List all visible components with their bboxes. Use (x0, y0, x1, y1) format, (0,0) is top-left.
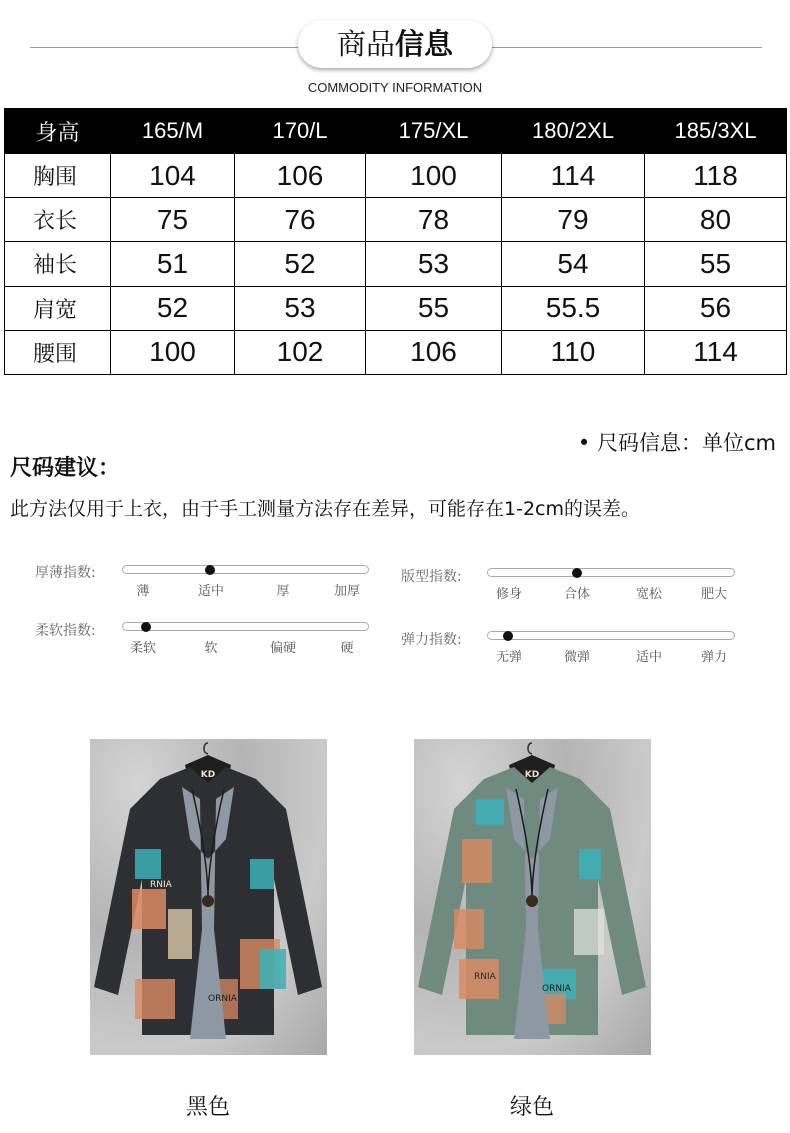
table-cell: 52 (111, 286, 235, 330)
fit-index-track (487, 568, 735, 577)
thickness-index-marker (205, 565, 215, 575)
print-text-bottom: ORNIA (542, 984, 571, 994)
size-table (4, 108, 787, 375)
table-cell: 106 (366, 330, 502, 374)
table-header-cell: 身高 (5, 109, 111, 154)
elasticity-index-marker (503, 631, 513, 641)
hanger-tag-text: KD (524, 770, 540, 780)
fit-option: 宽松 (635, 587, 663, 602)
table-cell: 100 (111, 330, 235, 374)
thickness-option: 适中 (197, 584, 225, 599)
page-subtitle: COMMODITY INFORMATION (307, 80, 483, 95)
row-label: 肩宽 (5, 286, 111, 330)
print-text-top: RNIA (474, 972, 496, 982)
table-row (5, 198, 787, 242)
shirt-illustration (90, 739, 327, 1055)
print-text-bottom: ORNIA (208, 994, 237, 1004)
table-header-cell: 180/2XL (502, 109, 645, 154)
table-row (5, 154, 787, 198)
table-header-row (5, 109, 787, 154)
table-cell: 114 (502, 154, 645, 198)
table-cell: 110 (502, 330, 645, 374)
table-cell: 55.5 (502, 286, 645, 330)
table-row (5, 330, 787, 374)
thickness-option: 厚 (276, 584, 290, 599)
table-cell: 118 (645, 154, 787, 198)
row-label: 袖长 (5, 242, 111, 286)
unit-note: • 尺码信息：单位cm (577, 431, 776, 455)
elasticity-option: 微弹 (563, 650, 591, 665)
title-light: 商品 (336, 27, 395, 61)
table-header-cell: 165/M (111, 109, 235, 154)
caption-green: 绿色 (509, 1095, 555, 1120)
table-cell: 55 (645, 242, 787, 286)
fit-index-label: 版型指数: (401, 569, 462, 585)
table-cell: 114 (645, 330, 787, 374)
elasticity-option: 弹力 (700, 650, 728, 665)
thickness-option: 加厚 (333, 584, 361, 599)
thickness-option: 薄 (136, 584, 150, 599)
softness-index-marker (141, 622, 151, 632)
title-bold: 信息 (395, 27, 454, 61)
page-title (298, 24, 492, 64)
thickness-index-track (122, 565, 369, 574)
table-cell: 75 (111, 198, 235, 242)
fit-option: 合体 (563, 587, 591, 602)
fit-index-marker (572, 568, 582, 578)
thickness-index-label: 厚薄指数: (35, 565, 96, 581)
row-label: 衣长 (5, 198, 111, 242)
caption-black: 黑色 (185, 1095, 231, 1120)
elasticity-option: 适中 (635, 650, 663, 665)
softness-option: 柔软 (129, 641, 157, 656)
softness-option: 硬 (340, 641, 354, 656)
advice-text: 此方法仅用于上衣，由于手工测量方法存在差异，可能存在1-2cm的误差。 (10, 498, 640, 520)
shirt-illustration (414, 739, 651, 1055)
softness-option: 偏硬 (269, 641, 297, 656)
table-cell: 80 (645, 198, 787, 242)
table-cell: 104 (111, 154, 235, 198)
hanger-tag-text: KD (200, 770, 216, 780)
header-rule-right (492, 47, 762, 48)
elasticity-index-track (487, 631, 735, 640)
softness-option: 软 (204, 641, 218, 656)
table-cell: 102 (235, 330, 366, 374)
table-row (5, 286, 787, 330)
table-row (5, 242, 787, 286)
table-cell: 54 (502, 242, 645, 286)
table-cell: 76 (235, 198, 366, 242)
table-cell: 56 (645, 286, 787, 330)
fit-option: 肥大 (700, 587, 728, 602)
table-cell: 106 (235, 154, 366, 198)
table-header-cell: 170/L (235, 109, 366, 154)
fit-option: 修身 (495, 587, 523, 602)
table-cell: 52 (235, 242, 366, 286)
print-text-top: RNIA (150, 880, 172, 890)
table-cell: 79 (502, 198, 645, 242)
advice-title: 尺码建议： (10, 456, 121, 481)
elasticity-option: 无弹 (495, 650, 523, 665)
elasticity-index-label: 弹力指数: (401, 632, 462, 648)
table-cell: 55 (366, 286, 502, 330)
table-cell: 100 (366, 154, 502, 198)
table-cell: 51 (111, 242, 235, 286)
row-label: 胸围 (5, 154, 111, 198)
table-cell: 78 (366, 198, 502, 242)
header-rule-left (30, 47, 300, 48)
softness-index-track (122, 622, 369, 631)
softness-index-label: 柔软指数: (35, 623, 96, 639)
table-cell: 53 (366, 242, 502, 286)
row-label: 腰围 (5, 330, 111, 374)
table-header-cell: 185/3XL (645, 109, 787, 154)
product-photo-green (414, 739, 651, 1055)
product-photo-black (90, 739, 327, 1055)
table-cell: 53 (235, 286, 366, 330)
table-header-cell: 175/XL (366, 109, 502, 154)
